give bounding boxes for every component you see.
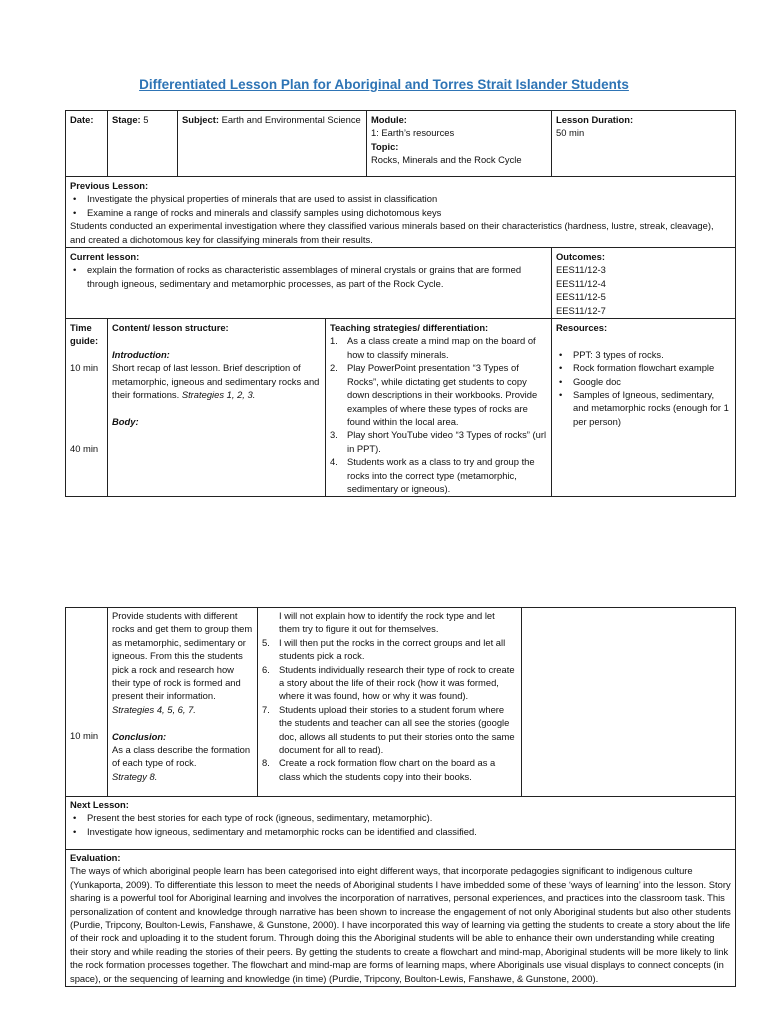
module-cell: Module: 1: Earth’s resources Topic: Rocks, Minerals and the Rock Cycle <box>367 111 552 177</box>
list-item: • PPT: 3 types of rocks. <box>556 348 731 361</box>
duration-cell: Lesson Duration: 50 min <box>552 111 736 177</box>
current-lesson-row <box>66 248 736 319</box>
list-item: • explain the formation of rocks as characteristic assemblages of mineral crystals or grains that are formed through igneous, sedimentary and metamorphic processes, as part of the Rock Cycle. <box>70 263 547 290</box>
previous-lesson-text: Students conducted an experimental investigation where they classified various minerals based on their characteristics (hardness, lustre, streak, cleavage), and created a dichotomous key for classifying minerals from their results. <box>70 220 714 245</box>
outcomes-cell: Outcomes: EES11/12-3 EES11/12-4 EES11/12-5 EES11/12-7 <box>552 248 736 319</box>
resources-cell: Resources: • PPT: 3 types of rocks. • Rock formation flowchart example • Google doc • Samples of Igneous, sedimentary, and metamorphic rocks (enough for 1 per person) <box>552 319 736 497</box>
lesson-structure-row <box>66 319 736 497</box>
strategy-item: 2. Play PowerPoint presentation “3 Types of Rocks”, while dictating get students to copy down descriptions in their workbooks. Provide examples of where these types of rocks are found within the local area. <box>330 362 538 427</box>
lesson-plan-table-page1 <box>65 110 736 497</box>
list-item: • Investigate how igneous, sedimentary and metamorphic rocks can be identified and classified. <box>70 825 731 838</box>
time-guide-cell: Time guide: 10 min 40 min <box>66 319 108 497</box>
previous-lesson-cell: Previous Lesson: • Investigate the physical properties of minerals that are used to assist in classification • Examine a range of rocks and minerals and classify samples using dichotomous keys Students conducted an experimental investigation where they classified various minerals based on their characteristics (hardness, lustre, streak, cleavage), and created a dichotomous key for classifying minerals from their results. <box>66 177 736 248</box>
content-cell: Content/ lesson structure: Introduction: Short recap of last lesson. Brief description of metamorphic, igneous and sedimentary rocks and their formations. Strategies 1, 2, 3. Body: <box>108 319 326 497</box>
stage-cell: Stage: 5 <box>108 111 178 177</box>
next-lesson-row <box>66 797 736 850</box>
teaching-strategies-cell: I will not explain how to identify the rock type and let them try to figure it out for themselves. 5. I will then put the rocks in the correct groups and let all students pick a rock. 6. Students individually research their type of rock to create a story about the life of their rock (how it was formed, where it was found, how or why it was found). 7. Students upload their stories to a student forum where the students and teacher can all see the stories (google doc, allows all students to put their stories onto the same document for all to read). 8. Create a rock formation flow chart on the board as a class which the students copy into their books. <box>258 608 522 797</box>
list-item: • Rock formation flowchart example <box>556 361 731 374</box>
strategy-item: 4. Students work as a class to try and group the rocks into the correct type (metamorphic, sedimentary or igneous). <box>330 456 535 494</box>
date-cell: Date: <box>66 111 108 177</box>
strategy-item: 5. I will then put the rocks in the correct groups and let all students pick a rock. <box>262 636 506 662</box>
list-item: • Investigate the physical properties of minerals that are used to assist in classification <box>70 192 731 205</box>
evaluation-row <box>66 850 736 987</box>
strategy-item: 6. Students individually research their type of rock to create a story about the life of their rock (how it was formed, where it was found, how or why it was found). <box>262 663 515 702</box>
list-item: • Examine a range of rocks and minerals and classify samples using dichotomous keys <box>70 206 731 219</box>
strategy-item: 3. Play short YouTube video “3 Types of rocks” (url in PPT). <box>330 429 547 454</box>
header-row <box>66 111 736 177</box>
list-item: • Google doc <box>556 375 731 388</box>
strategy-item: 8. Create a rock formation flow chart on the board as a class which the students copy into their books. <box>262 757 496 782</box>
document-title: Differentiated Lesson Plan for Aboriginal and Torres Strait Islander Students <box>139 77 629 92</box>
current-lesson-cell: Current lesson: • explain the formation of rocks as characteristic assemblages of mineral crystals or grains that are formed through igneous, sedimentary and metamorphic processes, as part of the Rock Cycle. <box>66 248 552 319</box>
evaluation-text: The ways of which aboriginal people learn has been categorised into eight different ways, that incorporate pedagogies significant to indigenous culture (Yunkaporta, 2009). To differentiate this lesson to meet the needs of Aboriginal students I have imbedded some of these ‘ways of learning’ into the lesson. Story sharing is a powerful tool for Aboriginal learning and involves the incorporation of narratives, personal experiences, and practices into the classroom task. This personalization of content and knowledge through narrative has been shown to increase the engagement of not only Aboriginal students but also other students (Purdie, Tripcony, Boulton-Lewis, Fanshawe, & Gunstone, 2000). I have incorporated this way of learning via getting the students to create a story about the life of their rock and uploading it to the student forum. Through doing this the Aboriginal students will be able to enhance their own understanding while creating their story and while reading the stories of their peers. By getting the students to create a flowchart and mind-map, Aboriginal students will be more likely to link the rock formation processes together. The flowchart and mind-map are forms of learning maps, where Aboriginals use visual displays to connect concepts (in space), or the sequencing of learning and knowledge (in time) (Purdie, Tripcony, Boulton-Lewis, Fanshawe, & Gunstone, 2000). <box>70 865 731 984</box>
lesson-structure-continued-row <box>66 608 736 797</box>
previous-lesson-row <box>66 177 736 248</box>
teaching-strategies-cell: Teaching strategies/ differentiation: 1. As a class create a mind map on the board of how to classify minerals. 2. Play PowerPoint presentation “3 Types of Rocks”, while dictating get students to copy down descriptions in their workbooks. Provide examples of where these types of rocks are found within the local area. 3. Play short YouTube video “3 Types of rocks” (url in PPT). 4. Students work as a class to try and group the rocks into the correct type (metamorphic, sedimentary or igneous). <box>326 319 552 497</box>
subject-cell: Subject: Earth and Environmental Science <box>178 111 367 177</box>
list-item: • Present the best stories for each type of rock (igneous, sedimentary, metamorphic). <box>70 811 731 824</box>
list-item: • Samples of Igneous, sedimentary, and metamorphic rocks (enough for 1 per person) <box>556 388 731 428</box>
resources-cell <box>522 608 736 797</box>
content-cell: Provide students with different rocks and get them to group them as metamorphic, sedimentary or igneous. From this the students pick a rock and research how their type of rock is formed and present their information. Strategies 4, 5, 6, 7. Conclusion: As a class describe the formation of each type of rock. Strategy 8. <box>108 608 258 797</box>
next-lesson-cell: Next Lesson: • Present the best stories for each type of rock (igneous, sedimentary, metamorphic). • Investigate how igneous, sedimentary and metamorphic rocks can be identified and classified. <box>66 797 736 850</box>
lesson-plan-table-page2 <box>65 607 736 987</box>
time-guide-cell: 10 min <box>66 608 108 797</box>
strategy-item: 7. Students upload their stories to a student forum where the students and teacher can all see the stories (google doc, allows all students to put their stories onto the same document for all to read). <box>262 703 515 756</box>
evaluation-cell: Evaluation: The ways of which aboriginal people learn has been categorised into eight different ways, that incorporate pedagogies significant to indigenous culture (Yunkaporta, 2009). To differentiate this lesson to meet the needs of Aboriginal students I have imbedded some of these ‘ways of learning’ into the lesson. Story sharing is a powerful tool for Aboriginal learning and involves the incorporation of narratives, personal experiences, and practices into the classroom task. This personalization of content and knowledge through narrative has been shown to increase the engagement of not only Aboriginal students but also other students (Purdie, Tripcony, Boulton-Lewis, Fanshawe, & Gunstone, 2000). I have incorporated this way of learning via getting the students to create a story about the life of their rock and uploading it to the student forum. Through doing this the Aboriginal students will be able to enhance their own understanding while creating their story and while reading the stories of their peers. By getting the students to create a flowchart and mind-map, Aboriginal students will be more likely to link the rock formation processes together. The flowchart and mind-map are forms of learning maps, where Aboriginals use visual displays to connect concepts (in space), or the sequencing of learning and knowledge (in time) (Purdie, Tripcony, Boulton-Lewis, Fanshawe, & Gunstone, 2000). <box>66 850 736 987</box>
strategy-item: 1. As a class create a mind map on the board of how to classify minerals. <box>330 335 536 360</box>
